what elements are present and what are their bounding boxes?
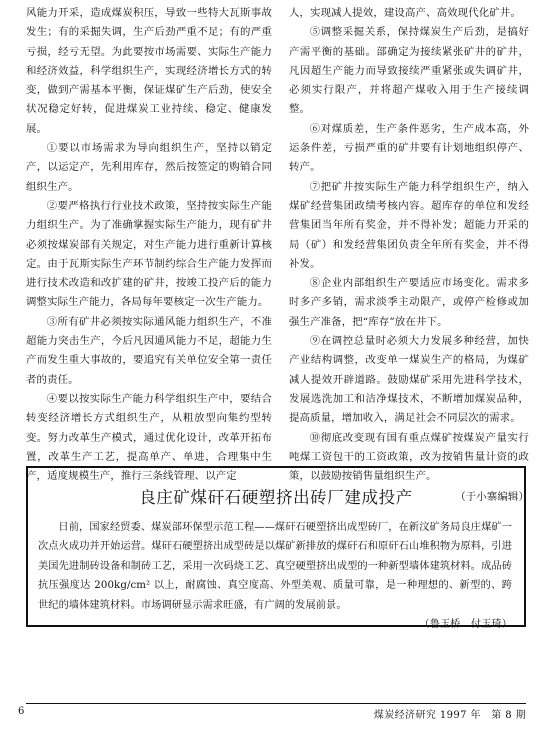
left-column [26, 4, 272, 486]
news-title: 良庄矿煤矸石硬塑挤出砖厂建成投产 [139, 488, 413, 507]
right-column [289, 4, 529, 508]
news-box [26, 466, 526, 631]
left-paragraph: ②要严格执行行业技术政策，坚持按实际生产能力组织生产。为了准确掌握实际生产能力，现有矿井必须按煤炭部有关规定，对生产能力进行重新计算核定。由于瓦斯实际生产环节制约综合生产能力发挥而进行技术改造和改扩建的矿井，按竣工投产后的能力调整实际生产能力，各局每年要核定一次生产能力。 [26, 199, 272, 309]
page-number: 6 [18, 706, 25, 717]
left-paragraph: ①要以市场需求为导向组织生产，坚持以销定产，以运定产，先利用库存，然后按签定的购销合同组织生产。 [26, 142, 272, 193]
right-paragraph: ⑧企业内部组织生产要适应市场变化。需求多时多产多销，需求淡季主动限产，或停产检修或加强生产准备，把“库存”放在井下。 [289, 277, 529, 328]
news-authors: （鲁玉桥 付玉琦） [419, 619, 512, 631]
left-paragraph: 风能力开采，造成煤炭积压，导致一些特大瓦斯事故发生；有的采掘失调，生产后劲严重不足；有的严重亏损，经亏无望。为此要按市场需要、实际生产能力和经济效益，科学组织生产，实现经济增长方式的转变，做到产需基本平衡，保证煤矿生产后劲，使安全状况稳定好转，促进煤炭工业持续、稳定、健康发展。 [26, 7, 272, 135]
right-paragraph: ⑥对煤质差，生产条件恶劣，生产成本高，外运条件差，亏损严重的矿井要有计划地组织停产、转产。 [289, 122, 529, 174]
footer-divider [26, 703, 526, 704]
right-paragraph: ⑤调整采掘关系，保持煤炭生产后劲，是搞好产需平衡的基础。部确定为接续紧张矿井的矿井，凡因超生产能力而导致接续严重紧张或失调矿井，必须实行限产，并将超产煤收入用于生产接续调整。 [289, 26, 529, 116]
right-paragraph: 人，实现减人提效，建设高产、高效现代化矿井。 [289, 7, 521, 19]
left-paragraph: ④要以按实际生产能力科学组织生产中，要结合转变经济增长方式组织生产，从粗放型向集约型转变。努力改革生产模式，通过优化设计，改革开拓布置，改革生产工艺，提高单产、单进，合理集中生产，适度规模生产，推行三条线管理、以产定 [26, 392, 272, 483]
editor-signature: （于小寨编辑） [455, 491, 529, 504]
journal-info: 煤炭经济研究 1997 年 第 8 期 [373, 710, 526, 721]
news-body [38, 518, 512, 634]
left-paragraph: ③所有矿井必须按实际通风能力组织生产，不准超能力突击生产，今后凡因通风能力不足，超能力生产而发生重大事故的，要追究有关单位安全第一责任者的责任。 [26, 315, 272, 386]
right-paragraph: ⑩彻底改变现有国有重点煤矿按煤炭产量实行吨煤工资包干的工资政策，改为按销售量计资的政策，以鼓励按销售量组织生产。 [289, 431, 529, 483]
right-paragraph: ⑨在调控总量时必须大力发展多种经营，加快产业结构调整，改变单一煤炭生产的格局，为煤矿减人提效开辟道路。鼓励煤矿采用先进科学技术，发展选洗加工和洁净煤技术，不断增加煤炭品种，提高质量，增加收入，满足社会不同层次的需求。 [289, 335, 529, 425]
right-paragraph: ⑦把矿井按实际生产能力科学组织生产，纳入煤矿经营集团政绩考核内容。超库存的单位和发经营集团当年所有奖金，并不得补发；超能力开采的局（矿）和发经营集团负责全年所有奖金，并不得补发。 [289, 180, 529, 270]
news-paragraph: 日前，国家经贸委、煤炭部环保型示范工程——煤矸石硬塑挤出成型砖厂，在新汶矿务局良庄煤矿一次点火成功并开始运营。煤矸石硬塑挤出成型砖是以煤矿新排放的煤矸石和原矸石山堆积物为原料，引进美国先进制砖设备和制砖工艺，采用一次码烧工艺、真空硬塑挤出成型的一种新型墙体建筑材料。成品砖抗压强度达 200kg/cm² 以上，耐腐蚀、真空度高、外型美观、质量可靠，是一种理想的、新型的、跨世纪的墙体建筑材料。市场调研显示需求旺盛，有广阔的发展前景。 [38, 522, 512, 611]
